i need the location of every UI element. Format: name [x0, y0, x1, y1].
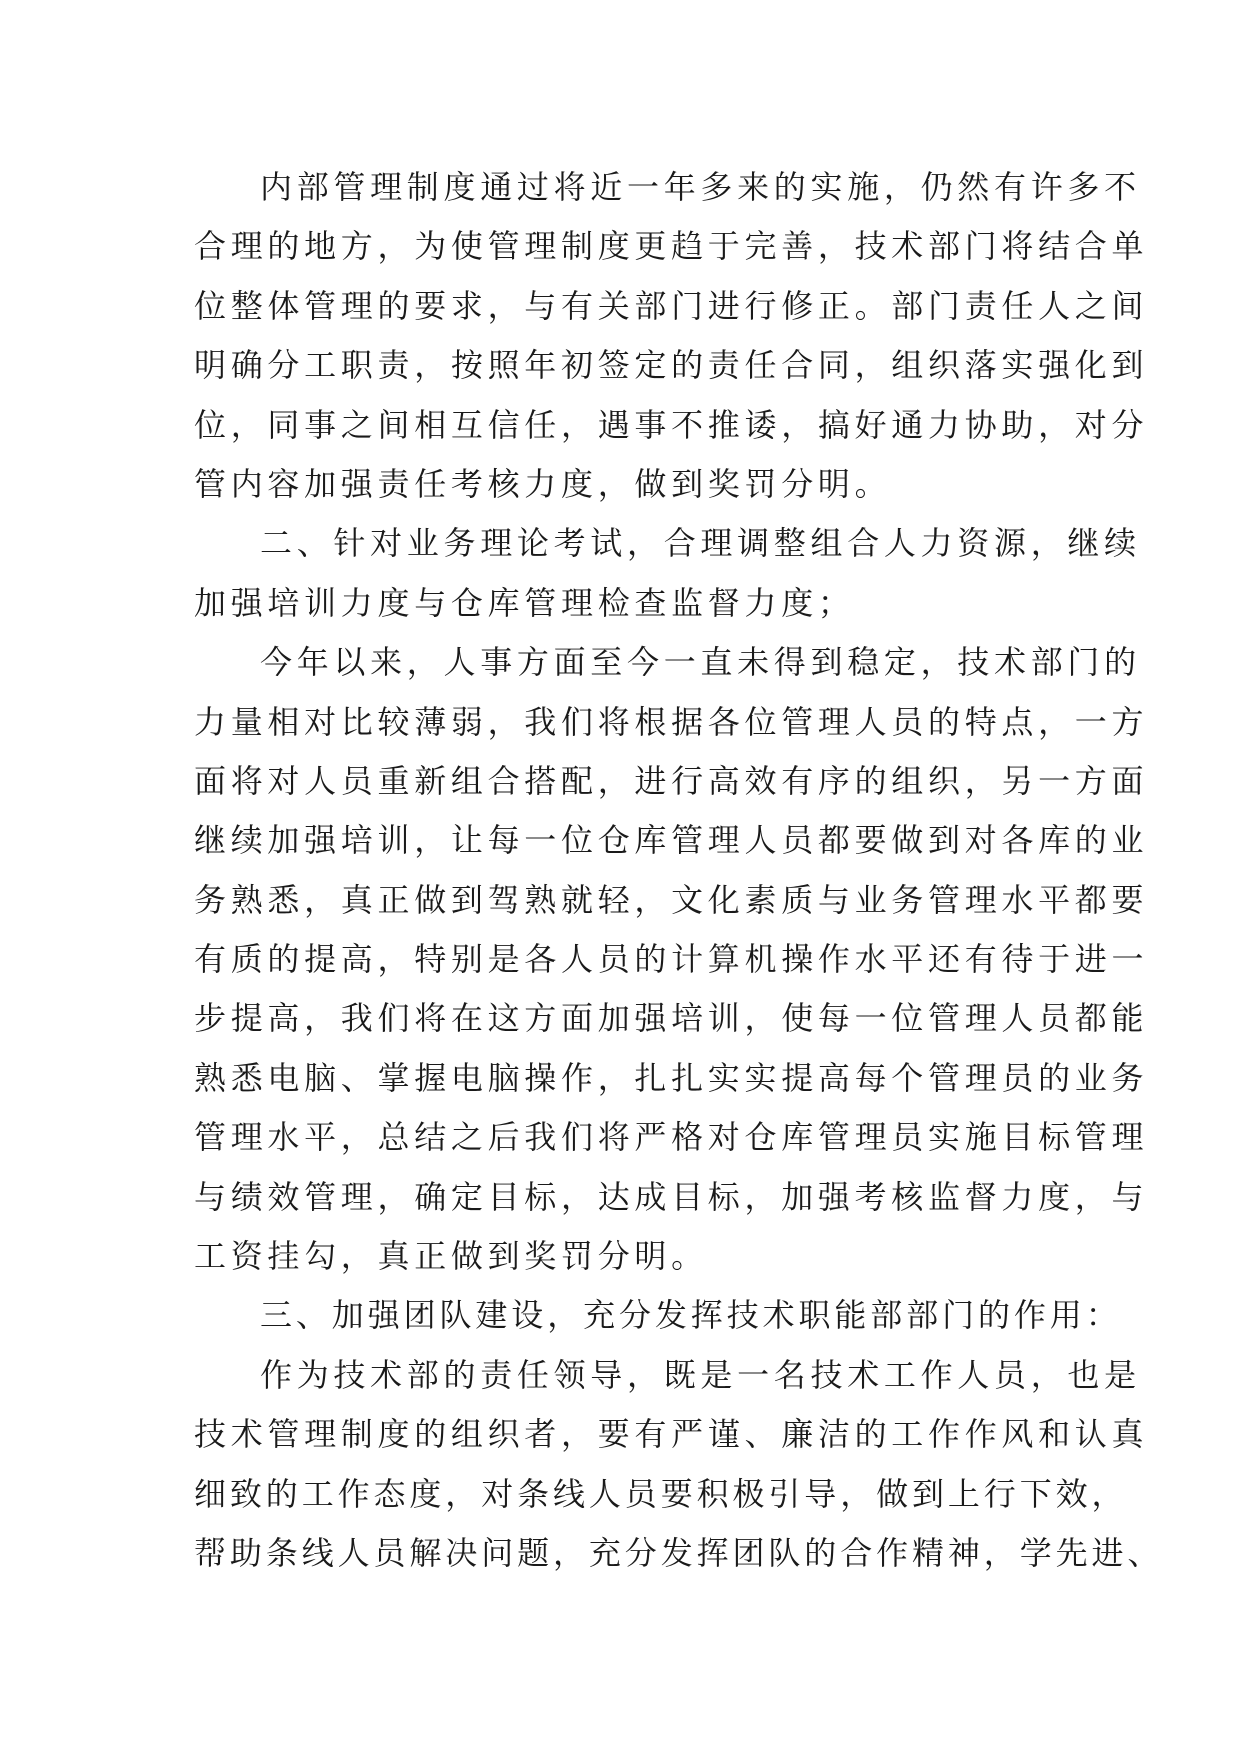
section-heading-line: 三、加强团队建设，充分发挥技术职能部部门的作用： [260, 1296, 1122, 1335]
paragraph-line: 今年以来，人事方面至今一直未得到稳定，技术部门的 [260, 643, 1141, 682]
paragraph-line: 明确分工职责，按照年初签定的责任合同，组织落实强化到 [194, 346, 1149, 385]
paragraph-line: 内部管理制度通过将近一年多来的实施，仍然有许多不 [260, 168, 1141, 206]
paragraph-line: 合理的地方，为使管理制度更趋于完善，技术部门将结合单 [194, 227, 1149, 266]
paragraph-line: 力量相对比较薄弱，我们将根据各位管理人员的特点，一方 [194, 702, 1149, 741]
paragraph-line: 作为技术部的责任领导，既是一名技术工作人员，也是 [260, 1355, 1141, 1394]
paragraph-line: 面将对人员重新组合搭配，进行高效有序的组织，另一方面 [194, 761, 1149, 800]
paragraph-line: 务熟悉，真正做到驾熟就轻，文化素质与业务管理水平都要 [194, 880, 1149, 919]
paragraph-line: 步提高，我们将在这方面加强培训，使每一位管理人员都能 [194, 999, 1149, 1038]
paragraph-line: 管内容加强责任考核力度，做到奖罚分明。 [194, 464, 892, 503]
paragraph-line: 管理水平，总结之后我们将严格对仓库管理员实施目标管理 [194, 1118, 1149, 1157]
paragraph-line: 继续加强培训，让每一位仓库管理人员都要做到对各库的业 [194, 821, 1149, 860]
paragraph-line: 与绩效管理，确定目标，达成目标，加强考核监督力度，与 [194, 1177, 1149, 1216]
paragraph-line: 技术管理制度的组织者，要有严谨、廉洁的工作作风和认真 [194, 1415, 1149, 1454]
paragraph-line: 位整体管理的要求，与有关部门进行修正。部门责任人之间 [194, 286, 1149, 325]
paragraph-line: 帮助条线人员解决问题，充分发挥团队的合作精神，学先进、 [194, 1533, 1164, 1572]
paragraph-line: 熟悉电脑、掌握电脑操作，扎扎实实提高每个管理员的业务 [194, 1058, 1149, 1097]
document-body [194, 158, 1164, 1583]
paragraph-line: 有质的提高，特别是各人员的计算机操作水平还有待于进一 [194, 940, 1149, 979]
paragraph-line: 位，同事之间相互信任，遇事不推诿，搞好通力协助，对分 [194, 405, 1149, 444]
section-heading-line: 二、针对业务理论考试，合理调整组合人力资源，继续 [260, 524, 1141, 563]
section-heading-line: 加强培训力度与仓库管理检查监督力度； [194, 583, 855, 622]
paragraph-line: 细致的工作态度，对条线人员要积极引导，做到上行下效， [194, 1474, 1128, 1513]
paragraph-line: 工资挂勾，真正做到奖罚分明。 [194, 1237, 708, 1276]
